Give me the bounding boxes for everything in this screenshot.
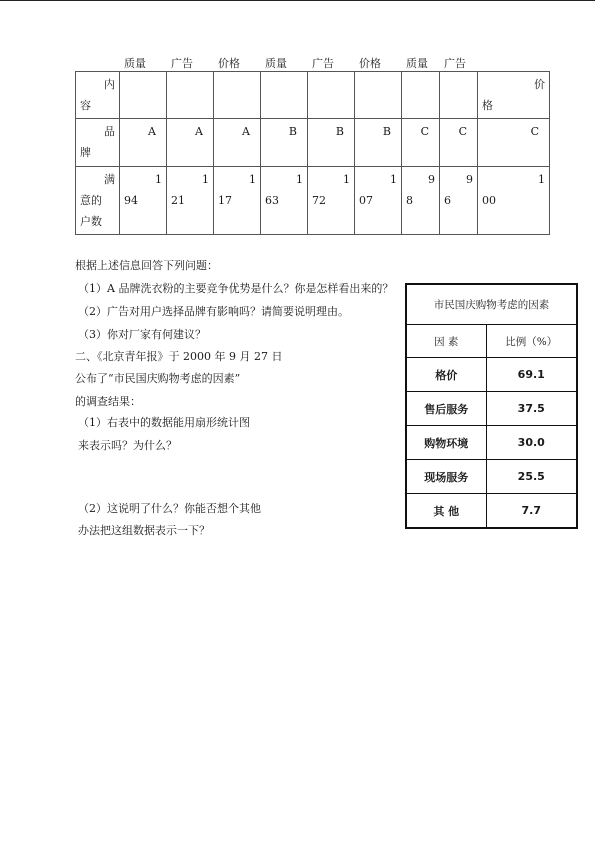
part-2-question-1-line-2: 来表示吗？为什么？: [78, 439, 177, 452]
header-cell: 价格: [355, 72, 402, 119]
header-cell: 价 格: [478, 72, 550, 119]
header-cell: 质量: [120, 72, 167, 119]
part-2-question-1-line-1: （1）右表中的数据能用扇形统计图: [78, 416, 250, 429]
question-3: （3）你对厂家有何建议？: [78, 328, 206, 341]
factor-row: [406, 460, 577, 494]
brand-cell: A: [167, 119, 214, 167]
count-cell: 1 17: [214, 167, 261, 235]
factors-header-row: [406, 325, 577, 358]
count-cell: 1 07: [355, 167, 402, 235]
factors-title-row: [406, 284, 577, 325]
count-cell: 1 63: [261, 167, 308, 235]
header-cell: 价格: [214, 72, 261, 119]
header-cell: 质量: [261, 72, 308, 119]
part-2-question-2-line-2: 办法把这组数据表示一下？: [78, 524, 210, 537]
header-cell: 广告: [440, 72, 478, 119]
brand-cell: A: [120, 119, 167, 167]
factor-name: 现场服务: [406, 460, 486, 494]
factor-ratio: 30.0: [486, 426, 577, 460]
brand-row: [76, 119, 550, 167]
ratio-column-header: 比例（%）: [486, 325, 577, 358]
count-cell: 1 21: [167, 167, 214, 235]
count-cell: 9 8: [402, 167, 440, 235]
factor-name: 格价: [406, 358, 486, 392]
question-2: （2）广告对用户选择品牌有影响吗？请简要说明理由。: [78, 305, 349, 318]
factor-ratio: 7.7: [486, 494, 577, 529]
question-1: （1）A 品牌洗衣粉的主要竞争优势是什么？你是怎样看出来的？: [78, 282, 394, 295]
factor-row: [406, 358, 577, 392]
part-2-intro-line-3: 的调查结果：: [75, 395, 141, 408]
count-cell: 1 72: [308, 167, 355, 235]
survey-table: [75, 57, 550, 235]
factor-name: 售后服务: [406, 392, 486, 426]
part-2-intro-line-2: 公布了“市民国庆购物考虑的因素”: [75, 372, 241, 385]
brand-label-cell: 品 牌: [76, 119, 120, 167]
factor-ratio: 25.5: [486, 460, 577, 494]
header-cell: 广告: [167, 72, 214, 119]
brand-cell: C: [440, 119, 478, 167]
brand-cell: C: [402, 119, 440, 167]
header-row: [76, 72, 550, 119]
top-rule: [0, 0, 595, 1]
intro-text: 根据上述信息回答下列问题：: [75, 259, 218, 272]
header-label-cell: [76, 72, 120, 119]
header-label-bottom: 容: [80, 99, 91, 112]
count-cell: 1 94: [120, 167, 167, 235]
factor-row: [406, 494, 577, 529]
shopping-factors-table: [405, 283, 578, 529]
brand-cell: A: [214, 119, 261, 167]
factor-name: 其 他: [406, 494, 486, 529]
header-cell: 质量: [402, 72, 440, 119]
header-cell: 广告: [308, 72, 355, 119]
brand-cell: B: [355, 119, 402, 167]
part-2-question-2-line-1: （2）这说明了什么？你能否想个其他: [78, 502, 261, 515]
factor-ratio: 69.1: [486, 358, 577, 392]
factors-title: 市民国庆购物考虑的因素: [406, 284, 577, 325]
header-label-top: 内: [104, 78, 115, 91]
count-cell: 1 00: [478, 167, 550, 235]
factor-row: [406, 426, 577, 460]
count-label-cell: 满 意的 户数: [76, 167, 120, 235]
brand-cell: C: [478, 119, 550, 167]
factor-name: 购物环境: [406, 426, 486, 460]
count-cell: 9 6: [440, 167, 478, 235]
brand-cell: B: [308, 119, 355, 167]
factor-row: [406, 392, 577, 426]
factor-ratio: 37.5: [486, 392, 577, 426]
part-2-intro-line-1: 二、《北京青年报》于 2000 年 9 月 27 日: [75, 350, 283, 363]
count-row: [76, 167, 550, 235]
brand-cell: B: [261, 119, 308, 167]
factor-column-header: 因 素: [406, 325, 486, 358]
